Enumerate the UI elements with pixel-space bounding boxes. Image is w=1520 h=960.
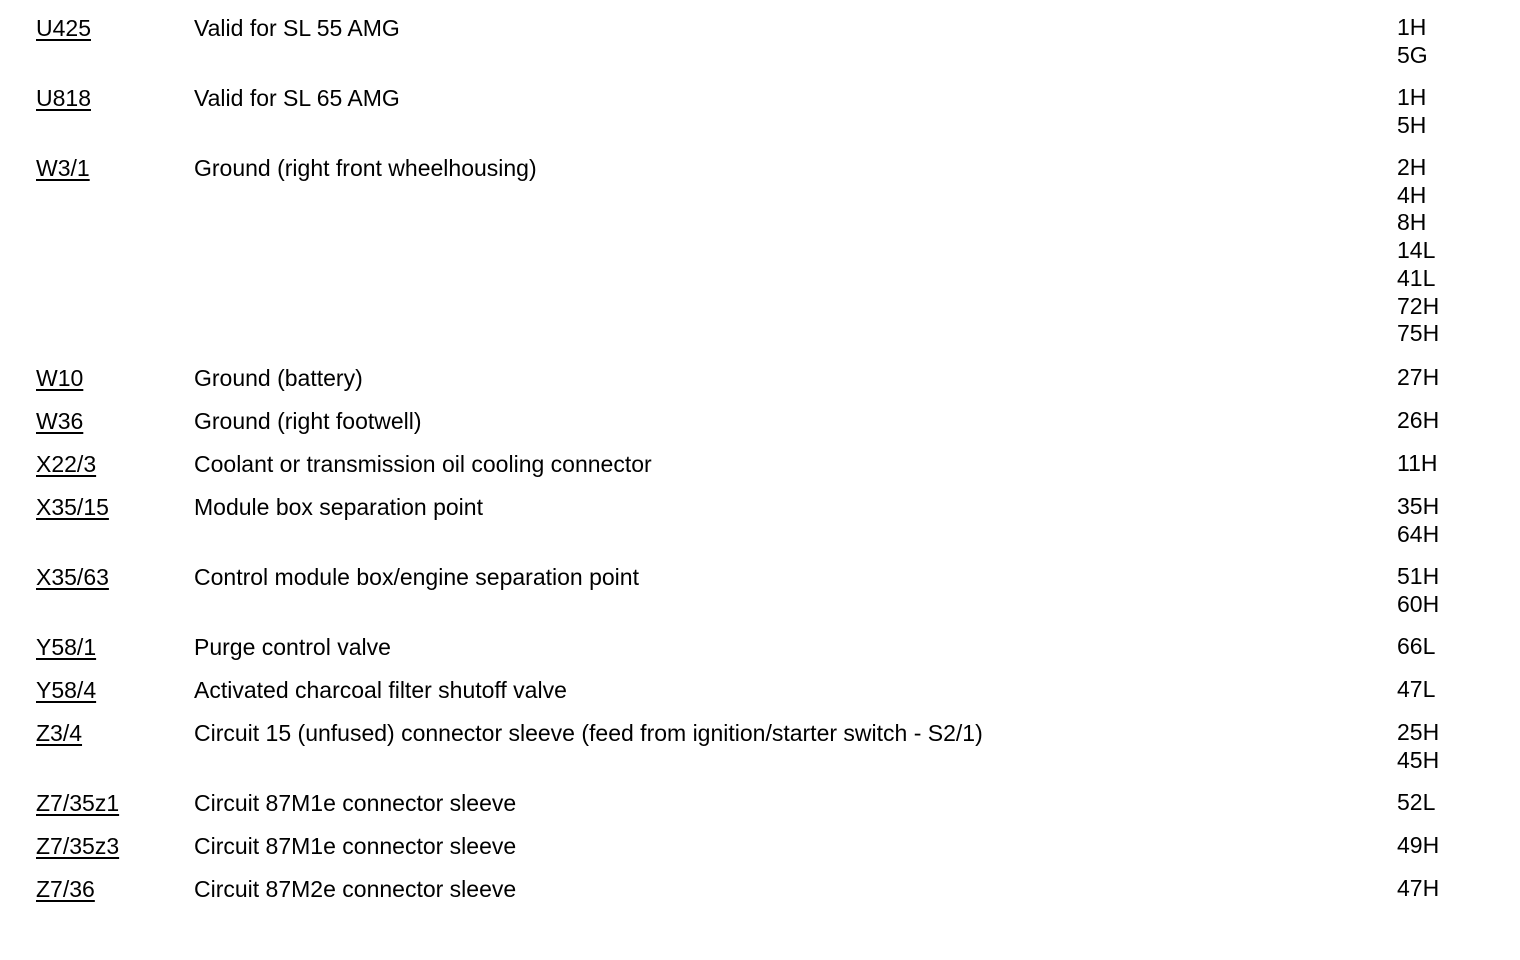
grid-location: 72H	[1397, 292, 1440, 319]
grid-location: 66L	[1397, 633, 1436, 659]
grid-locations	[1397, 407, 1439, 435]
grid-location: 1H	[1397, 84, 1427, 110]
component-code-link[interactable]: U425	[36, 15, 91, 41]
table-row	[0, 14, 1520, 84]
component-description: Purge control valve	[194, 634, 391, 660]
grid-location: 41L	[1397, 264, 1436, 291]
table-row	[0, 676, 1520, 719]
table-row	[0, 719, 1520, 789]
table-row	[0, 563, 1520, 633]
table-row	[0, 832, 1520, 875]
table-row	[0, 789, 1520, 832]
component-code-link[interactable]: W10	[36, 365, 84, 391]
component-code-link[interactable]: X35/63	[36, 564, 109, 590]
component-code-link[interactable]: W3/1	[36, 155, 90, 181]
grid-location: 47L	[1397, 676, 1436, 702]
component-code-link[interactable]: Y58/4	[36, 677, 97, 703]
grid-locations	[1397, 14, 1428, 69]
component-code-link[interactable]: X22/3	[36, 451, 97, 477]
component-code-link[interactable]: X35/15	[36, 494, 109, 520]
component-code-link[interactable]: U818	[36, 85, 91, 111]
component-code-link[interactable]: Y58/1	[36, 634, 97, 660]
component-code-link[interactable]: Z7/35z3	[36, 833, 120, 859]
grid-locations	[1397, 789, 1435, 817]
table-row	[0, 493, 1520, 563]
table-row	[0, 875, 1520, 918]
table-row	[0, 154, 1520, 364]
component-description: Circuit 87M1e connector sleeve	[194, 833, 517, 859]
grid-locations	[1397, 633, 1435, 661]
grid-location: 52L	[1397, 789, 1436, 815]
grid-location: 60H	[1397, 590, 1440, 617]
component-code-link[interactable]: Z3/4	[36, 720, 83, 746]
grid-locations	[1397, 676, 1435, 704]
grid-location: 11H	[1397, 450, 1438, 476]
component-description: Ground (right footwell)	[194, 408, 422, 434]
grid-locations	[1397, 875, 1439, 903]
grid-locations	[1397, 719, 1439, 774]
grid-location: 5G	[1397, 41, 1428, 68]
component-description: Circuit 15 (unfused) connector sleeve (feed from ignition/starter switch - S2/1)	[194, 720, 983, 746]
component-description: Control module box/engine separation point	[194, 564, 639, 590]
grid-location: 2H	[1397, 154, 1427, 180]
component-description: Valid for SL 55 AMG	[194, 15, 400, 41]
grid-location: 75H	[1397, 320, 1440, 347]
grid-locations	[1397, 493, 1439, 548]
grid-location: 5H	[1397, 111, 1427, 138]
table-row	[0, 450, 1520, 493]
grid-location: 47H	[1397, 875, 1440, 901]
grid-locations	[1397, 364, 1439, 392]
component-description: Ground (battery)	[194, 365, 363, 391]
grid-location: 25H	[1397, 719, 1440, 745]
table-row	[0, 364, 1520, 407]
grid-location: 4H	[1397, 181, 1427, 208]
grid-location: 51H	[1397, 563, 1440, 589]
component-description: Coolant or transmission oil cooling connector	[194, 451, 652, 477]
component-description: Valid for SL 65 AMG	[194, 85, 400, 111]
grid-location: 64H	[1397, 520, 1440, 547]
component-location-table	[0, 14, 1520, 918]
grid-location: 8H	[1397, 209, 1427, 236]
table-row	[0, 407, 1520, 450]
grid-location: 1H	[1397, 14, 1427, 40]
table-row	[0, 633, 1520, 676]
grid-locations	[1397, 154, 1439, 348]
grid-locations	[1397, 832, 1439, 860]
component-description: Activated charcoal filter shutoff valve	[194, 677, 567, 703]
grid-location: 14L	[1397, 237, 1436, 264]
component-code-link[interactable]: Z7/35z1	[36, 790, 120, 816]
grid-locations	[1397, 563, 1439, 618]
table-row	[0, 84, 1520, 154]
grid-location: 45H	[1397, 746, 1440, 773]
component-code-link[interactable]: W36	[36, 408, 84, 434]
component-description: Circuit 87M1e connector sleeve	[194, 790, 517, 816]
component-description: Circuit 87M2e connector sleeve	[194, 876, 517, 902]
grid-location: 27H	[1397, 364, 1440, 390]
grid-location: 35H	[1397, 493, 1440, 519]
grid-location: 49H	[1397, 832, 1440, 858]
grid-locations	[1397, 84, 1426, 139]
component-code-link[interactable]: Z7/36	[36, 876, 95, 902]
component-description: Module box separation point	[194, 494, 483, 520]
grid-locations	[1397, 450, 1438, 478]
grid-location: 26H	[1397, 407, 1440, 433]
component-description: Ground (right front wheelhousing)	[194, 155, 537, 181]
